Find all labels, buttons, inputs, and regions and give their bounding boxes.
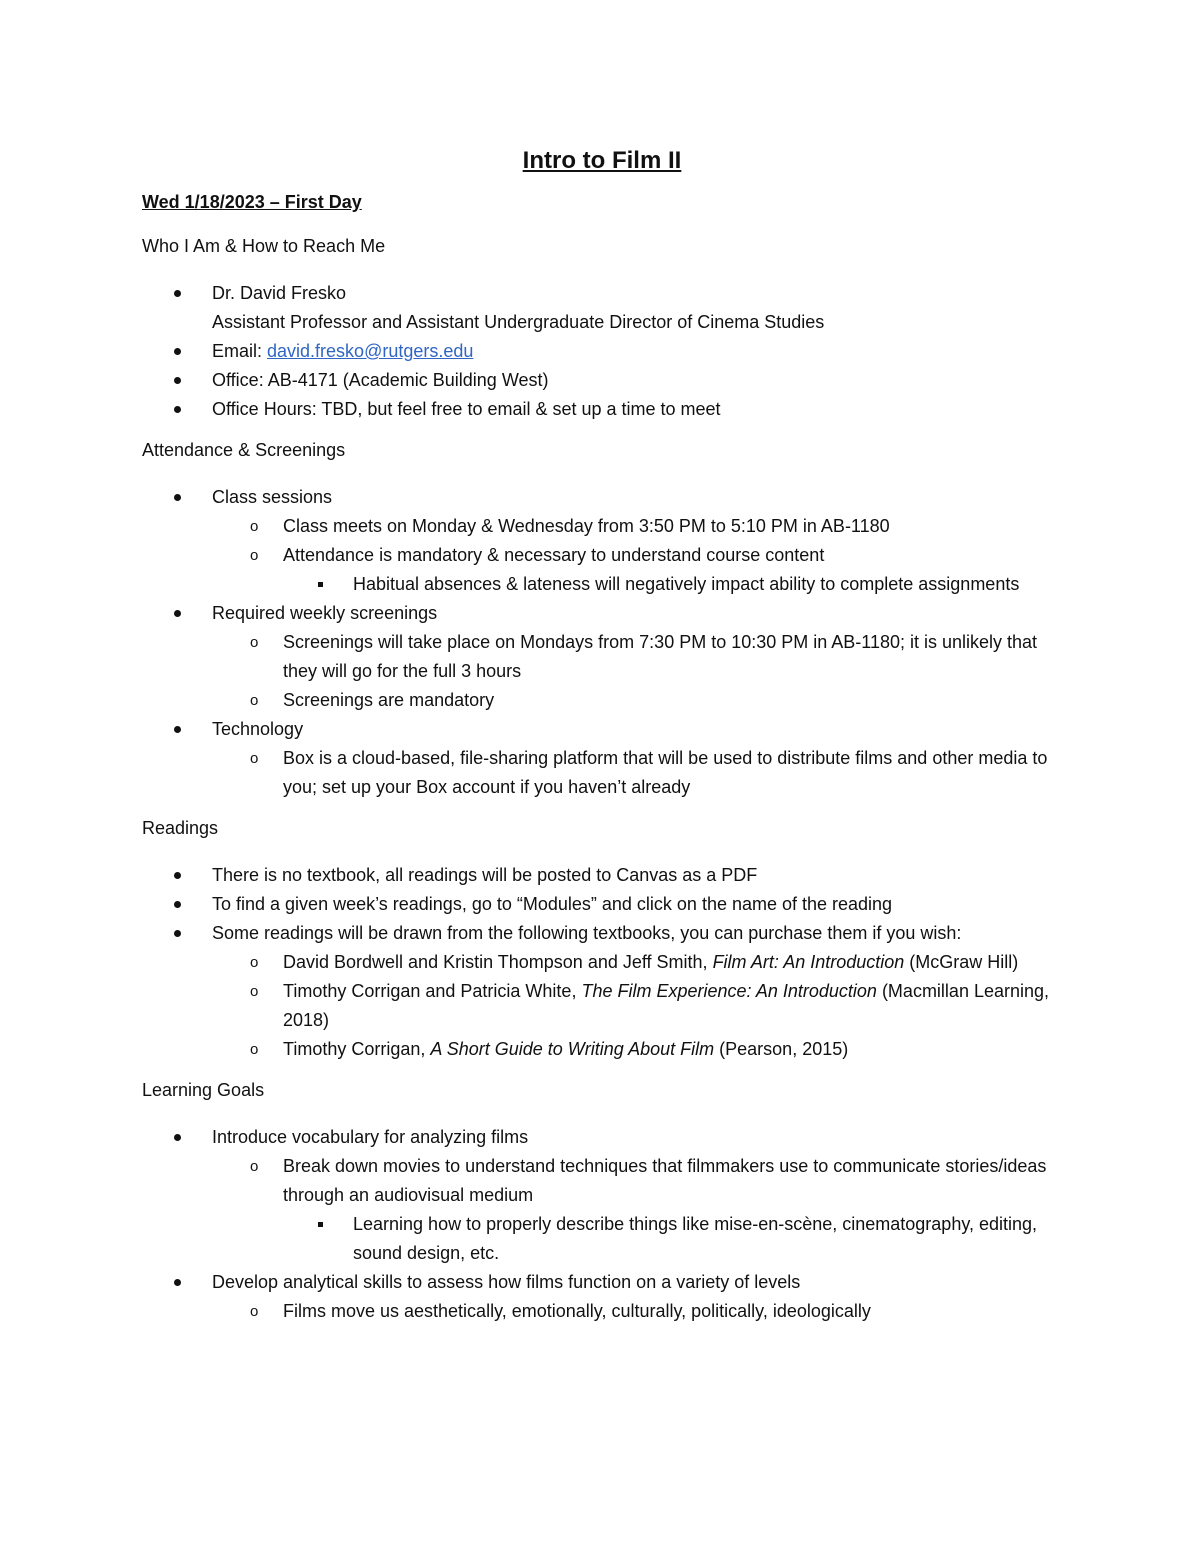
book-authors: Timothy Corrigan, [283, 1039, 431, 1059]
book-item [142, 1035, 1062, 1064]
list-item [142, 715, 1062, 744]
list-item [142, 1210, 1062, 1268]
list-item [142, 744, 1062, 802]
move-text: Films move us aesthetically, emotionally, culturally, politically, ideologically [283, 1301, 871, 1321]
office-hours-text: Office Hours: TBD, but feel free to email & set up a time to meet [212, 399, 721, 419]
book-title: Film Art: An Introduction [712, 952, 905, 972]
attendance-list [142, 483, 1062, 802]
book-title: A Short Guide to Writing About Film [430, 1039, 715, 1059]
page-title: Intro to Film II [522, 147, 682, 174]
list-item [142, 337, 1062, 366]
bullet-circle-icon: o [250, 954, 259, 971]
bullet-circle-icon: o [250, 1158, 259, 1175]
class-sessions-text: Class sessions [212, 487, 333, 507]
bullet-square-icon [318, 1222, 323, 1227]
bullet-circle-icon: o [250, 518, 259, 535]
date-heading: Wed 1/18/2023 – First Day [142, 192, 362, 212]
bullet-dot-icon [174, 872, 181, 879]
contact-heading: Who I Am & How to Reach Me [142, 236, 386, 256]
list-item [142, 1268, 1062, 1297]
bullet-circle-icon: o [250, 1041, 259, 1058]
screenings-time-text: Screenings will take place on Mondays from 7:30 PM to 10:30 PM in AB-1180; it is unlikely that they will go for the full 3 hours [283, 632, 1038, 681]
some-readings-text: Some readings will be drawn from the following textbooks, you can purchase them if you wish: [212, 923, 962, 943]
bullet-circle-icon: o [250, 547, 259, 564]
list-item [142, 483, 1062, 512]
list-item [142, 1123, 1062, 1152]
box-text: Box is a cloud-based, file-sharing platform that will be used to distribute films and other media to you; set up your Box account if you haven’t already [283, 748, 1048, 797]
bullet-circle-icon: o [250, 1303, 259, 1320]
bullet-square-icon [318, 582, 323, 587]
book-item [142, 977, 1062, 1035]
book-publisher: (Pearson, 2015) [714, 1039, 849, 1059]
bullet-dot-icon [174, 290, 181, 297]
no-textbook-text: There is no textbook, all readings will be posted to Canvas as a PDF [212, 865, 758, 885]
readings-list [142, 861, 1062, 1064]
list-item [142, 599, 1062, 628]
contact-list [142, 279, 1062, 424]
email-link[interactable]: david.fresko@rutgers.edu [267, 341, 474, 361]
vocab-text: Introduce vocabulary for analyzing films [212, 1127, 529, 1147]
list-item [142, 919, 1062, 948]
list-item [142, 570, 1062, 599]
list-item [142, 1297, 1062, 1326]
instructor-position: Assistant Professor and Assistant Undergraduate Director of Cinema Studies [212, 312, 825, 332]
bullet-dot-icon [174, 494, 181, 501]
attendance-heading: Attendance & Screenings [142, 440, 346, 460]
attendance-mandatory-text: Attendance is mandatory & necessary to understand course content [283, 545, 825, 565]
list-item [142, 861, 1062, 890]
document-body [142, 146, 1062, 1326]
list-item [142, 366, 1062, 395]
breakdown-text: Break down movies to understand techniques that filmmakers use to communicate stories/ideas through an audiovisual medium [283, 1156, 1047, 1205]
bullet-circle-icon: o [250, 692, 259, 709]
technology-text: Technology [212, 719, 304, 739]
bullet-dot-icon [174, 377, 181, 384]
list-item [142, 541, 1062, 570]
bullet-dot-icon [174, 930, 181, 937]
instructor-name: Dr. David Fresko [212, 283, 347, 303]
screenings-mandatory-text: Screenings are mandatory [283, 690, 495, 710]
class-meets-text: Class meets on Monday & Wednesday from 3:50 PM to 5:10 PM in AB-1180 [283, 516, 890, 536]
weekly-screenings-text: Required weekly screenings [212, 603, 438, 623]
bullet-dot-icon [174, 348, 181, 355]
list-item [142, 279, 1062, 337]
analytical-text: Develop analytical skills to assess how films function on a variety of levels [212, 1272, 801, 1292]
list-item [142, 512, 1062, 541]
bullet-dot-icon [174, 610, 181, 617]
list-item [142, 686, 1062, 715]
readings-heading: Readings [142, 818, 219, 838]
goals-list [142, 1123, 1062, 1326]
bullet-dot-icon [174, 406, 181, 413]
goals-heading: Learning Goals [142, 1080, 265, 1100]
habitual-text: Habitual absences & lateness will negatively impact ability to complete assignments [353, 574, 1020, 594]
book-publisher: (Macmillan Learning, 2018) [283, 981, 1050, 1030]
list-item [142, 890, 1062, 919]
bullet-dot-icon [174, 901, 181, 908]
bullet-circle-icon: o [250, 983, 259, 1000]
bullet-dot-icon [174, 1279, 181, 1286]
book-title: The Film Experience: An Introduction [581, 981, 877, 1001]
describe-text: Learning how to properly describe things like mise-en-scène, cinematography, editing, sound design, etc. [353, 1214, 1038, 1263]
bullet-dot-icon [174, 1134, 181, 1141]
book-authors: David Bordwell and Kristin Thompson and Jeff Smith, [283, 952, 713, 972]
office-text: Office: AB-4171 (Academic Building West) [212, 370, 549, 390]
book-publisher: (McGraw Hill) [904, 952, 1019, 972]
list-item [142, 395, 1062, 424]
bullet-circle-icon: o [250, 750, 259, 767]
bullet-dot-icon [174, 726, 181, 733]
bullet-circle-icon: o [250, 634, 259, 651]
list-item [142, 1152, 1062, 1210]
book-item [142, 948, 1062, 977]
book-authors: Timothy Corrigan and Patricia White, [283, 981, 582, 1001]
email-label: Email: [212, 341, 268, 361]
list-item [142, 628, 1062, 686]
find-readings-text: To find a given week’s readings, go to “Modules” and click on the name of the reading [212, 894, 893, 914]
